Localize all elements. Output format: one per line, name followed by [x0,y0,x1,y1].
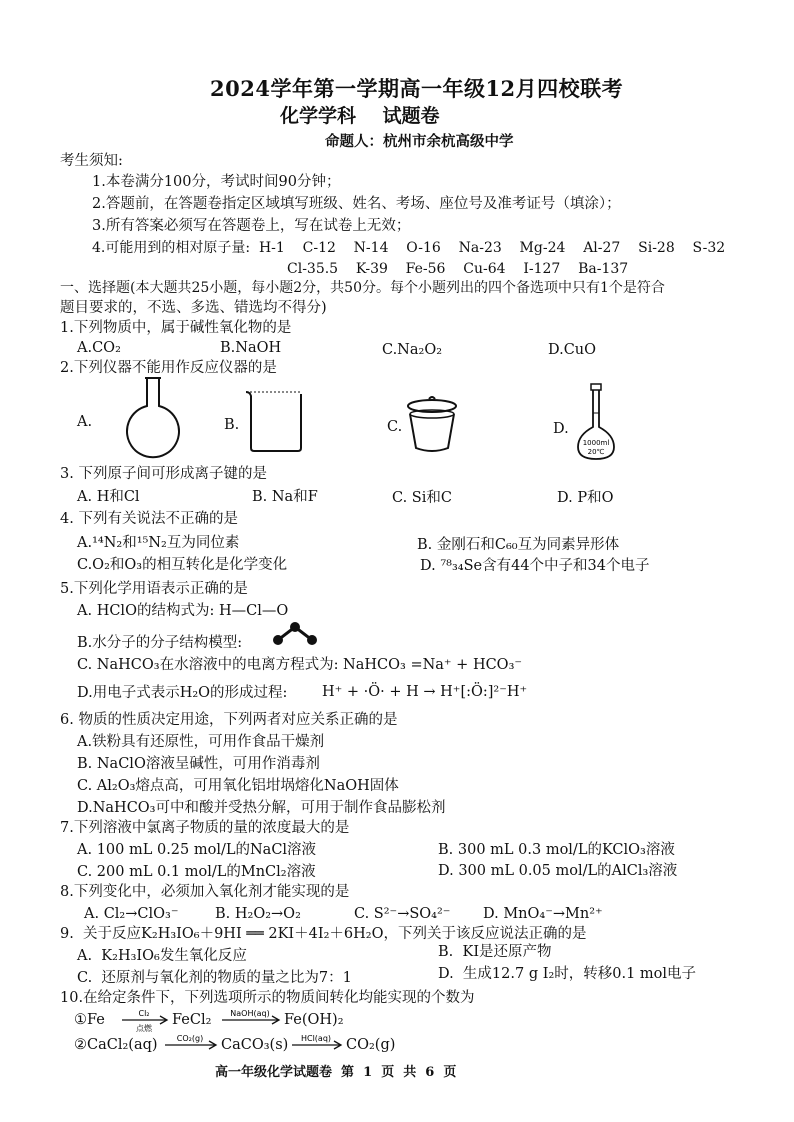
q5-electron-formula: H⁺ + ·Ö· + H → H⁺[:Ö:]²⁻H⁺ [322,684,528,700]
question-9-stem: 9. 关于反应K₂H₃IO₆＋9HI ══ 2KI＋4I₂＋6H₂O，下列关于该反应说法正确的是 [60,926,587,942]
q2-option-d: D. [553,421,569,437]
q2-option-c: C. [387,419,403,435]
q7-option-d: D. 300 mL 0.05 mol/L的AlCl₃溶液 [438,863,678,879]
section-heading: 题目要求的，不选、多选、错选均不得分) [60,300,327,316]
question-1-stem: 1.下列物质中，属于碱性氧化物的是 [60,320,292,336]
question-3-stem: 3. 下列原子间可形成离子键的是 [60,466,267,482]
q5-option-b: B.水分子的分子结构模型: [77,635,243,651]
q10-route2-mid: CaCO₃(s) [221,1037,289,1053]
q4-option-d: D. ⁷⁸₃₄Se含有44个中子和34个电子 [420,558,650,574]
q5-option-a: A. HClO的结构式为: H—Cl—O [77,603,289,619]
question-8-stem: 8.下列变化中，必须加入氧化剂才能实现的是 [60,884,350,900]
q4-option-b: B. 金刚石和C₆₀互为同素异形体 [417,537,620,553]
question-6-stem: 6. 物质的性质决定用途，下列两者对应关系正确的是 [60,712,398,728]
q6-option-a: A.铁粉具有还原性，可用作食品干燥剂 [77,734,325,750]
question-7-stem: 7.下列溶液中氯离子物质的量的浓度最大的是 [60,820,350,836]
q10-route2-arrow1 [163,1030,219,1060]
notice-item: 3.所有答案必须写在答题卷上，写在试卷上无效； [92,218,411,234]
q10-route2-arrow1-top: CO₂(g) [176,1034,204,1043]
crucible-image [404,396,460,454]
q3-option-c: C. Si和C [392,490,452,506]
q10-route1-end: Fe(OH)₂ [284,1012,344,1028]
q6-option-c: C. Al₂O₃熔点高，可用氧化铝坩埚熔化NaOH固体 [77,778,399,794]
q2-option-b: B. [224,417,240,433]
q5-option-c: C. NaHCO₃在水溶液中的电离方程式为: NaHCO₃ =Na⁺ + HCO₃⁻ [77,657,523,673]
notice-item: 1.本卷满分100分，考试时间90分钟； [92,174,341,190]
q10-route2-arrow2-top: HCl(aq) [300,1034,332,1043]
beaker-image [244,388,306,454]
q1-option-a: A.CO₂ [77,340,121,356]
q9-option-c: C. 还原剂与氧化剂的物质的量之比为7：1 [77,970,352,986]
section-heading: 一、选择题(本大题共25小题，每小题2分，共50分。每个小题列出的四个备选项中只有1个是符合 [60,280,665,296]
q10-route2-end: CO₂(g) [346,1037,396,1053]
q8-option-b: B. H₂O₂→O₂ [215,906,301,922]
q1-option-d: D.CuO [548,342,597,358]
q6-option-b: B. NaClO溶液呈碱性，可用作消毒剂 [77,756,320,772]
q10-route2-arrow2 [290,1030,344,1060]
q2-option-a: A. [77,414,93,430]
q5-option-d: D.用电子式表示H₂O的形成过程: [77,685,288,701]
q3-option-a: A. H和Cl [77,489,140,505]
q9-option-b: B. KI是还原产物 [438,944,552,960]
q8-option-d: D. MnO₄⁻→Mn²⁺ [483,906,603,922]
q10-route1-arrow2-top: NaOH(aq) [230,1009,270,1018]
volumetric-flask-label: 1000ml [582,439,610,447]
q10-route1-arrow1-top: Cl₂ [138,1009,150,1018]
exam-title: 2024学年第一学期高一年级12月四校联考 [210,76,624,101]
q10-route2-start: ②CaCl₂(aq) [74,1037,158,1053]
q7-option-c: C. 200 mL 0.1 mol/L的MnCl₂溶液 [77,864,316,880]
q8-option-c: C. S²⁻→SO₄²⁻ [354,906,451,922]
q10-route1-start: ①Fe [74,1012,105,1028]
q6-option-d: D.NaHCO₃可中和酸并受热分解，可用于制作食品膨松剂 [77,800,446,816]
q7-option-b: B. 300 mL 0.3 mol/L的KClO₃溶液 [438,842,675,858]
q4-option-c: C.O₂和O₃的相互转化是化学变化 [77,557,288,573]
exam-subtitle: 化学学科 试题卷 [280,105,440,127]
question-10-stem: 10.在给定条件下，下列选项所示的物质间转化均能实现的个数为 [60,990,475,1006]
question-5-stem: 5.下列化学用语表示正确的是 [60,581,248,597]
round-bottom-flask-image [118,376,188,460]
water-molecule-model [270,620,320,648]
notice-heading: 考生须知: [60,153,123,169]
q7-option-a: A. 100 mL 0.25 mol/L的NaCl溶液 [77,842,317,858]
volumetric-flask-temp: 20℃ [587,448,605,456]
q9-option-d: D. 生成12.7 g I₂时，转移0.1 mol电子 [438,966,697,982]
question-4-stem: 4. 下列有关说法不正确的是 [60,511,238,527]
q9-option-a: A. K₂H₃IO₆发生氧化反应 [77,948,247,964]
notice-item: 2.答题前，在答题卷指定区域填写班级、姓名、考场、座位号及准考证号（填涂）； [92,196,621,212]
exam-author: 命题人：杭州市余杭高级中学 [325,133,514,150]
q10-route1-mid: FeCl₂ [172,1012,212,1028]
q1-option-c: C.Na₂O₂ [382,342,443,358]
q10-route1-arrow2 [220,1005,282,1035]
q3-option-b: B. Na和F [252,489,318,505]
q8-option-a: A. Cl₂→ClO₃⁻ [84,906,179,922]
q1-option-b: B.NaOH [220,340,282,356]
question-2-stem: 2.下列仪器不能用作反应仪器的是 [60,360,277,376]
notice-item: 4.可能用到的相对原子量: H-1 C-12 N-14 O-16 Na-23 Mg-24 Al-27 Si-28 S-32 [92,240,726,256]
notice-masses-line2: Cl-35.5 K-39 Fe-56 Cu-64 I-127 Ba-137 [287,261,629,277]
q4-option-a: A.¹⁴N₂和¹⁵N₂互为同位素 [77,535,240,551]
q10-route1-arrow1-bottom: 点燃 [136,1024,152,1033]
volumetric-flask-image [572,383,620,463]
page-footer: 高一年级化学试题卷 第 1 页 共 6 页 [215,1065,457,1080]
q3-option-d: D. P和O [557,490,614,506]
